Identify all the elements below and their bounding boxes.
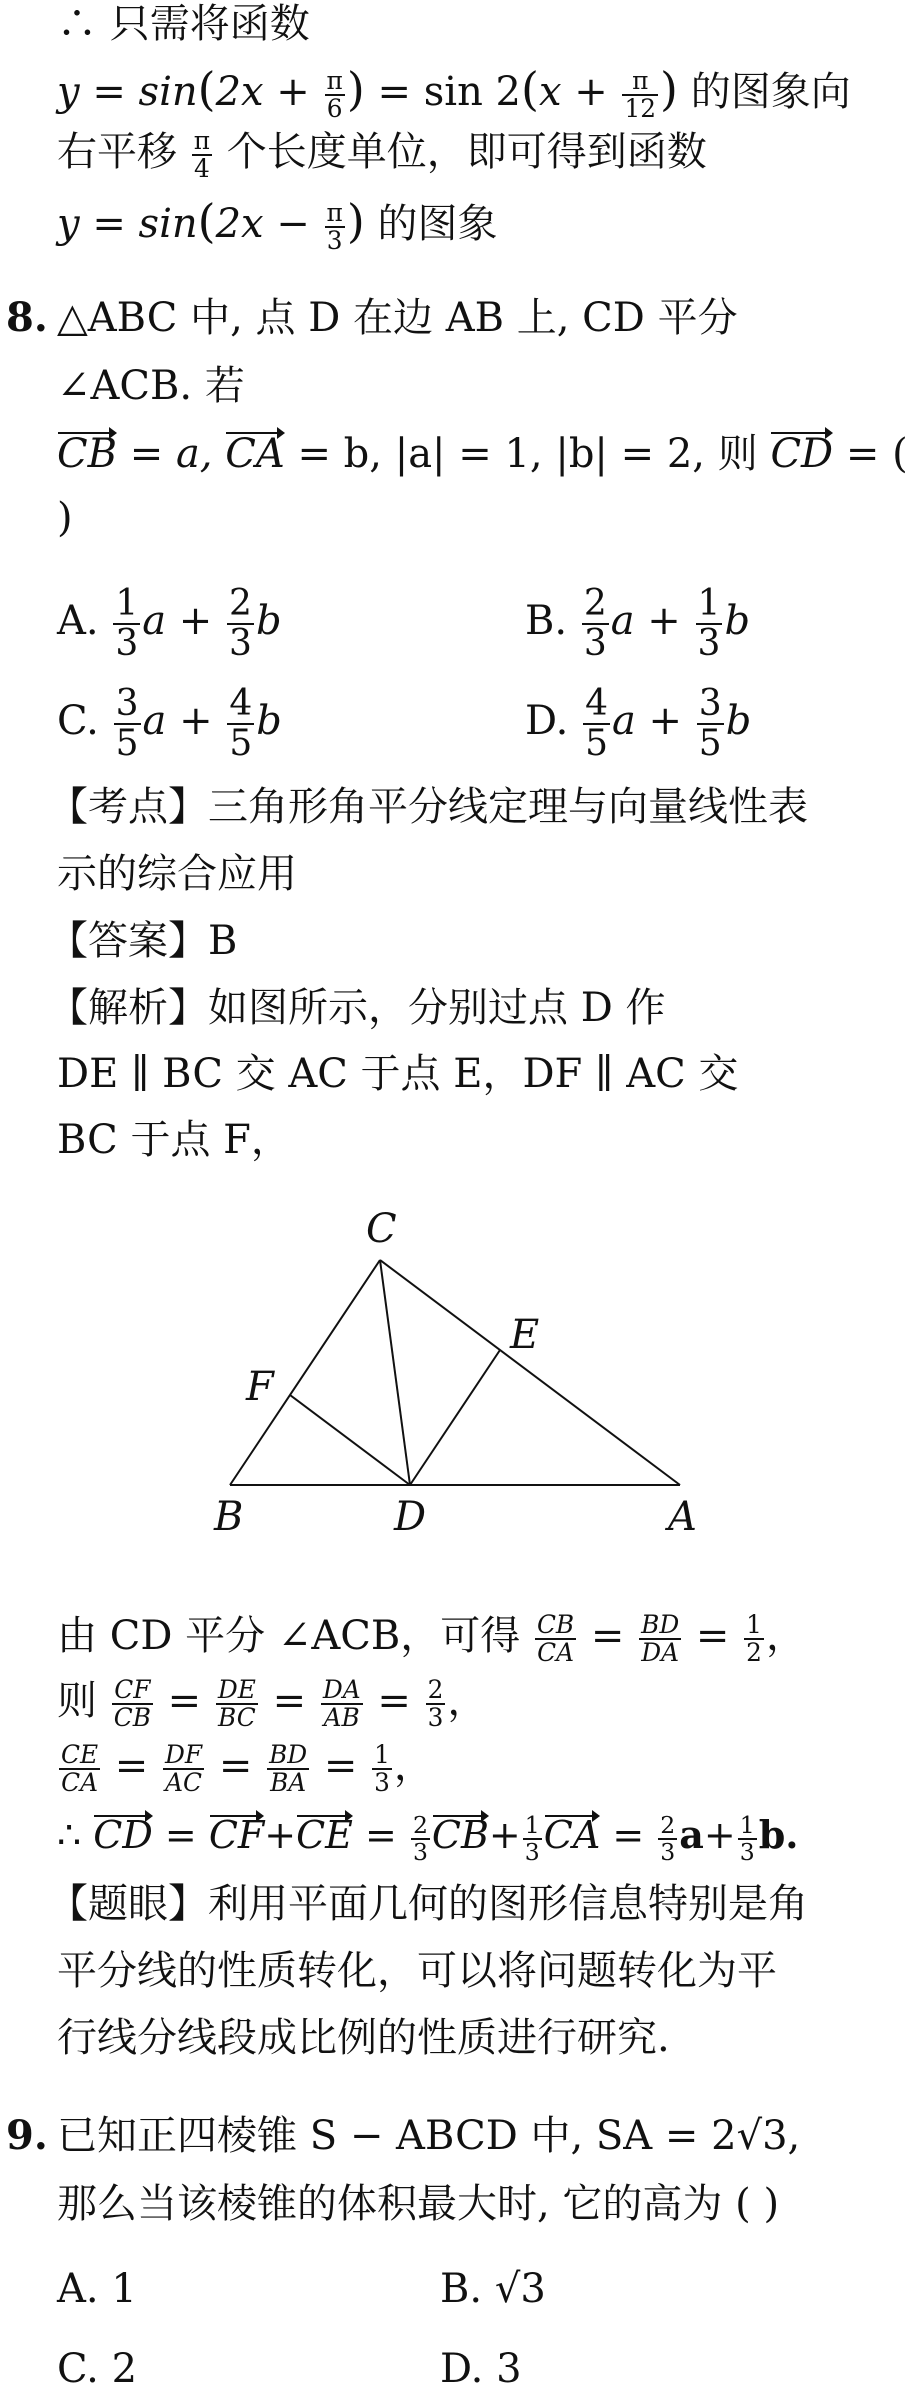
question-text: ): [57, 495, 73, 541]
option-c: C. 2: [57, 2346, 138, 2392]
jiexi-line: BC 于点 F，: [57, 1117, 291, 1163]
math: = (: [833, 431, 908, 477]
option-d: D. $\frac{4}{5}$ a + $\frac{3}{5}$ b: [525, 683, 752, 764]
label-C: C: [366, 1206, 397, 1252]
math: = a,: [117, 431, 226, 477]
math: 2x +: [215, 69, 323, 115]
question-formula: [57, 430, 908, 478]
derivation-line: 则 $\frac{CF}{CB}$ = $\frac{DE}{BC}$ = $\frac{DA}{AB}$ = $\frac{2}{3}$ ，: [57, 1675, 488, 1733]
tiyan-line: 行线分线段成比例的性质进行研究.: [57, 2015, 670, 2061]
math: x +: [538, 69, 621, 115]
math: y = sin: [57, 69, 198, 115]
math: = sin 2: [364, 69, 521, 115]
segment-DE: [410, 1350, 500, 1485]
text: 的图象: [364, 201, 498, 247]
math: y = sin: [57, 201, 198, 247]
option-b: B. √3: [440, 2266, 546, 2312]
jiexi-line: DE ∥ BC 交 AC 于点 E，DF ∥ AC 交: [57, 1051, 739, 1097]
option-b: B. $\frac{2}{3}$ a + $\frac{1}{3}$ b: [525, 583, 751, 664]
text: 右平移: [57, 129, 190, 176]
derivation-line: $\frac{CE}{CA}$ = $\frac{DF}{AC}$ = $\frac{BD}{BA}$ = $\frac{1}{3}$ ，: [61, 1740, 434, 1798]
kaodian-line: 【考点】三角形角平分线定理与向量线性表: [48, 784, 808, 830]
question-text: 那么当该棱锥的体积最大时, 它的高为 ( ): [57, 2181, 780, 2227]
text: 的图象向: [677, 69, 851, 115]
option-a: A. $\frac{1}{3}$ a + $\frac{2}{3}$ b: [57, 583, 282, 664]
text-line: [57, 128, 707, 182]
fraction: $\frac{\pi}{12}$: [624, 65, 657, 123]
question-number: 9.: [6, 2112, 48, 2159]
fraction: $\frac{\pi}{3}$: [326, 197, 343, 255]
formula-line: y = sin(2x + $\frac{\pi}{6}$ ) = sin 2(x + $\frac{\pi}{12}$ ) 的图象向: [57, 62, 851, 123]
math: = b, |a| = 1, |b| = 2, 则: [284, 431, 771, 477]
vector: CB: [57, 431, 117, 477]
answer-line: 【答案】B: [48, 918, 238, 964]
tiyan-line: 【题眼】利用平面几何的图形信息特别是角: [48, 1881, 808, 1927]
question-text: △ABC 中, 点 D 在边 AB 上, CD 平分: [57, 295, 738, 341]
label-E: E: [510, 1312, 540, 1358]
question-text: ∠ACB. 若: [57, 363, 245, 409]
jiexi-line: 【解析】如图所示，分别过点 D 作: [48, 985, 666, 1031]
segment-DF: [290, 1395, 410, 1485]
fraction: $\frac{\pi}{6}$: [326, 65, 343, 123]
vector: CA: [225, 431, 285, 477]
derivation-line: 由 CD 平分 ∠ACB，可得 $\frac{CB}{CA}$ = $\frac{BD}{DA}$ = $\frac{1}{2}$ ，: [57, 1610, 806, 1668]
vector: CD: [770, 431, 834, 477]
question-text: 已知正四棱锥 S − ABCD 中, SA = 2√3,: [57, 2113, 801, 2159]
label-B: B: [214, 1494, 244, 1540]
label-D: D: [394, 1494, 427, 1540]
text: 个长度单位，即可得到函数: [214, 129, 707, 176]
segment-CA: [380, 1260, 680, 1485]
question-number: 8.: [6, 294, 48, 341]
math: 2x −: [215, 201, 323, 247]
label-F: F: [246, 1364, 274, 1410]
option-c: C. $\frac{3}{5}$ a + $\frac{4}{5}$ b: [57, 683, 282, 764]
fraction: $\frac{\pi}{4}$: [193, 126, 211, 184]
segment-CD: [380, 1260, 410, 1485]
text-line: ∴ 只需将函数: [57, 1, 310, 47]
label-A: A: [668, 1494, 697, 1540]
derivation-line: ∴ CD = CF+CE = $\frac{2}{3}$ CB+ $\frac{1}{3}$ CA = $\frac{2}{3}$ a+ $\frac{1}{3}$ b.: [57, 1810, 799, 1866]
kaodian-line: 示的综合应用: [57, 851, 297, 897]
option-d: D. 3: [440, 2346, 522, 2392]
option-a: A. 1: [57, 2266, 137, 2312]
formula-line: y = sin(2x − $\frac{\pi}{3}$ ) 的图象: [57, 194, 498, 255]
triangle-figure: [200, 1200, 720, 1560]
tiyan-line: 平分线的性质转化，可以将问题转化为平: [57, 1948, 777, 1994]
